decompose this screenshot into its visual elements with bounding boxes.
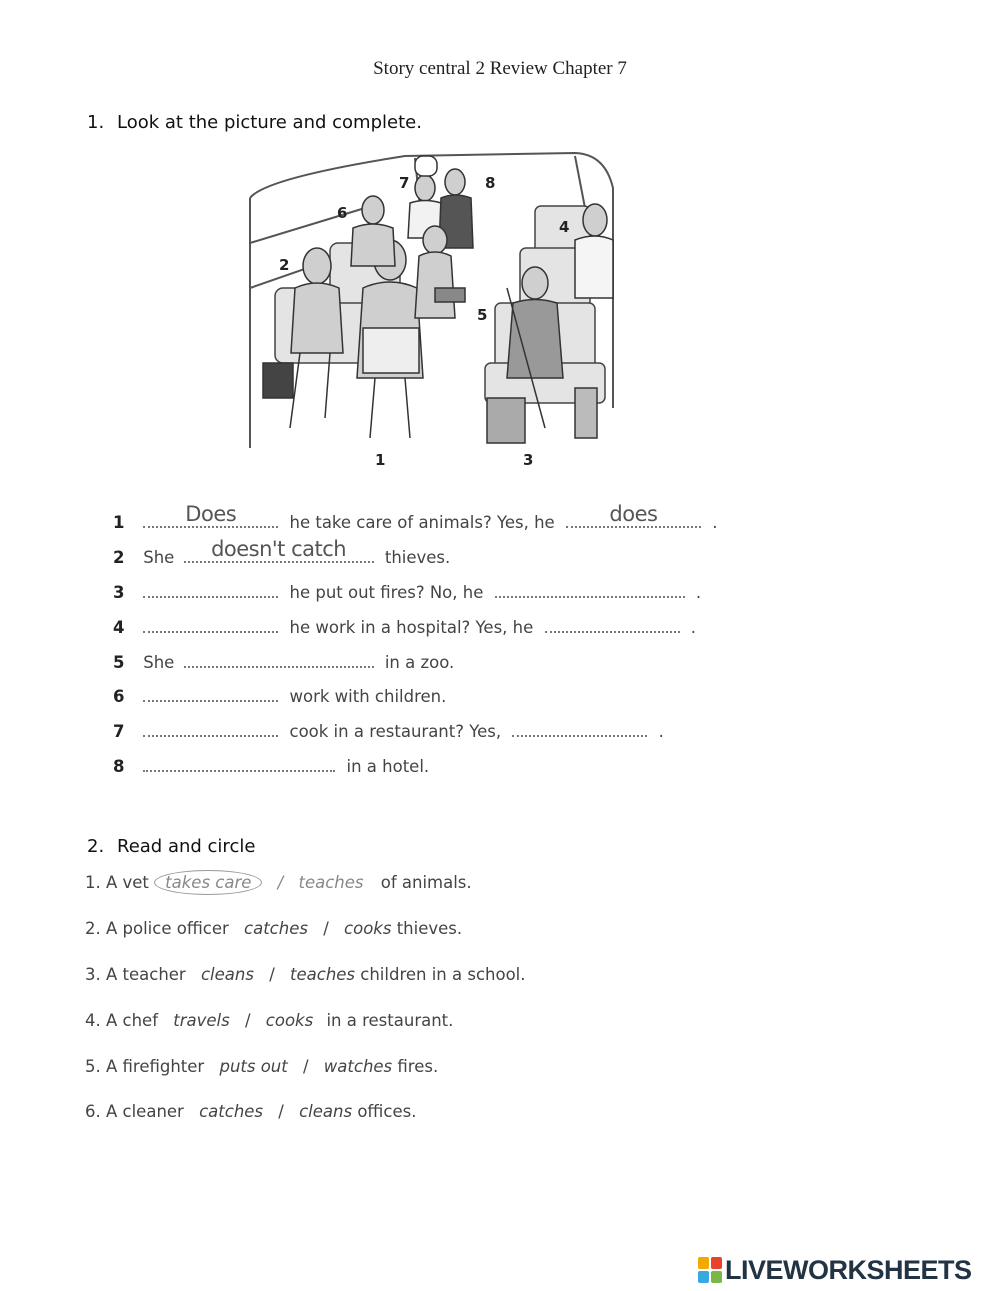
liveworksheets-logo	[698, 1255, 972, 1285]
row-text: in a hotel.	[346, 757, 430, 776]
row-tail: in a restaurant.	[326, 1011, 454, 1030]
row-number: 6	[113, 687, 125, 706]
exercise-row	[113, 615, 696, 641]
picture-label-3: 3	[523, 451, 534, 469]
row-text: thieves.	[384, 548, 451, 567]
answer-blank[interactable]	[512, 721, 647, 737]
exercise-row	[113, 719, 664, 745]
slash: /	[323, 919, 329, 938]
row-lead: 2. A police officer	[85, 919, 229, 938]
section-2-number: 2.	[87, 836, 105, 857]
option-1[interactable]: travels	[173, 1011, 230, 1030]
row-text: cook in a restaurant? Yes,	[289, 722, 502, 741]
row-text: he take care of animals? Yes, he	[289, 513, 555, 532]
picture-label-2: 2	[279, 256, 290, 274]
slash: /	[278, 1102, 284, 1121]
circle-row	[85, 915, 462, 943]
picture-label-7: 7	[399, 174, 410, 192]
row-lead: She	[143, 653, 175, 672]
row-tail: thieves.	[396, 919, 463, 938]
row-text: work with children.	[289, 687, 447, 706]
row-end: .	[695, 583, 702, 602]
section-2-heading	[87, 836, 255, 857]
answer-blank[interactable]	[495, 582, 685, 598]
option-1[interactable]: catches	[199, 1102, 264, 1121]
option-2[interactable]: cooks	[344, 919, 392, 938]
row-lead: She	[143, 548, 175, 567]
exercise-row	[113, 580, 701, 606]
answer-blank[interactable]	[143, 617, 278, 633]
option-2[interactable]: teaches	[298, 873, 364, 892]
document-title: Story central 2 Review Chapter 7	[373, 58, 627, 79]
option-2[interactable]: cooks	[265, 1011, 314, 1030]
logo-text: LIVEWORKSHEETS	[725, 1254, 972, 1285]
answer-blank[interactable]	[545, 617, 680, 633]
row-lead: 6. A cleaner	[85, 1102, 184, 1121]
row-text: he put out fires? No, he	[289, 583, 484, 602]
exercise-row	[113, 650, 454, 676]
answer-blank[interactable]	[143, 686, 278, 702]
slash: /	[277, 873, 284, 892]
option-2[interactable]: cleans	[299, 1102, 353, 1121]
answer-blank[interactable]	[143, 756, 335, 772]
exercise-row	[113, 537, 451, 571]
option-1[interactable]: cleans	[200, 965, 254, 984]
answer-blank[interactable]	[143, 582, 278, 598]
option-1[interactable]: takes care	[154, 870, 262, 895]
row-number: 8	[113, 757, 125, 776]
row-number: 3	[113, 583, 125, 602]
slash: /	[269, 965, 275, 984]
row-number: 4	[113, 618, 125, 637]
row-text: in a zoo.	[384, 653, 455, 672]
row-lead: 4. A chef	[85, 1011, 159, 1030]
circle-row	[85, 961, 526, 989]
picture-label-6: 6	[337, 204, 348, 222]
row-lead: 5. A firefighter	[85, 1057, 205, 1076]
row-end: .	[658, 722, 664, 741]
exercise-row	[113, 684, 446, 710]
row-tail: offices.	[357, 1102, 417, 1121]
row-number: 5	[113, 653, 125, 672]
section-1-number: 1.	[87, 112, 105, 133]
circle-row	[85, 869, 472, 897]
option-2[interactable]: watches	[323, 1057, 393, 1076]
picture-label-4: 4	[559, 218, 570, 236]
picture-label-1: 1	[375, 451, 386, 469]
row-number: 2	[113, 548, 125, 567]
answer-blank[interactable]	[184, 537, 374, 563]
exercise-row	[113, 754, 429, 780]
option-1[interactable]: puts out	[219, 1057, 288, 1076]
exercise-row	[113, 502, 718, 536]
row-lead: 1. A vet	[85, 873, 149, 892]
row-end: .	[712, 513, 718, 532]
answer-text: Does	[185, 502, 237, 526]
row-end: .	[690, 618, 697, 637]
bus-picture	[245, 148, 625, 473]
answer-blank[interactable]	[143, 502, 278, 528]
circle-row	[85, 1098, 416, 1126]
row-lead: 3. A teacher	[85, 965, 186, 984]
option-2[interactable]: teaches	[290, 965, 356, 984]
slash: /	[302, 1057, 309, 1076]
circle-row	[85, 1007, 453, 1035]
section-1-heading	[87, 112, 422, 133]
answer-text: doesn't catch	[211, 537, 347, 561]
row-tail: children in a school.	[360, 965, 526, 984]
picture-label-8: 8	[485, 174, 496, 192]
answer-blank[interactable]	[184, 652, 374, 668]
row-tail: fires.	[397, 1057, 439, 1076]
answer-blank[interactable]	[143, 721, 278, 737]
logo-mark-icon	[698, 1257, 722, 1283]
row-text: he work in a hospital? Yes, he	[289, 618, 534, 637]
row-number: 1	[113, 513, 125, 532]
answer-blank[interactable]	[566, 502, 701, 528]
section-1-heading-text: Look at the picture and complete.	[117, 112, 422, 133]
slash: /	[244, 1011, 251, 1030]
circle-row	[85, 1053, 438, 1081]
row-tail: of animals.	[380, 873, 472, 892]
row-number: 7	[113, 722, 125, 741]
picture-label-5: 5	[477, 306, 488, 324]
option-1[interactable]: catches	[244, 919, 308, 938]
answer-text: does	[609, 502, 658, 526]
section-2-heading-text: Read and circle	[117, 836, 256, 857]
